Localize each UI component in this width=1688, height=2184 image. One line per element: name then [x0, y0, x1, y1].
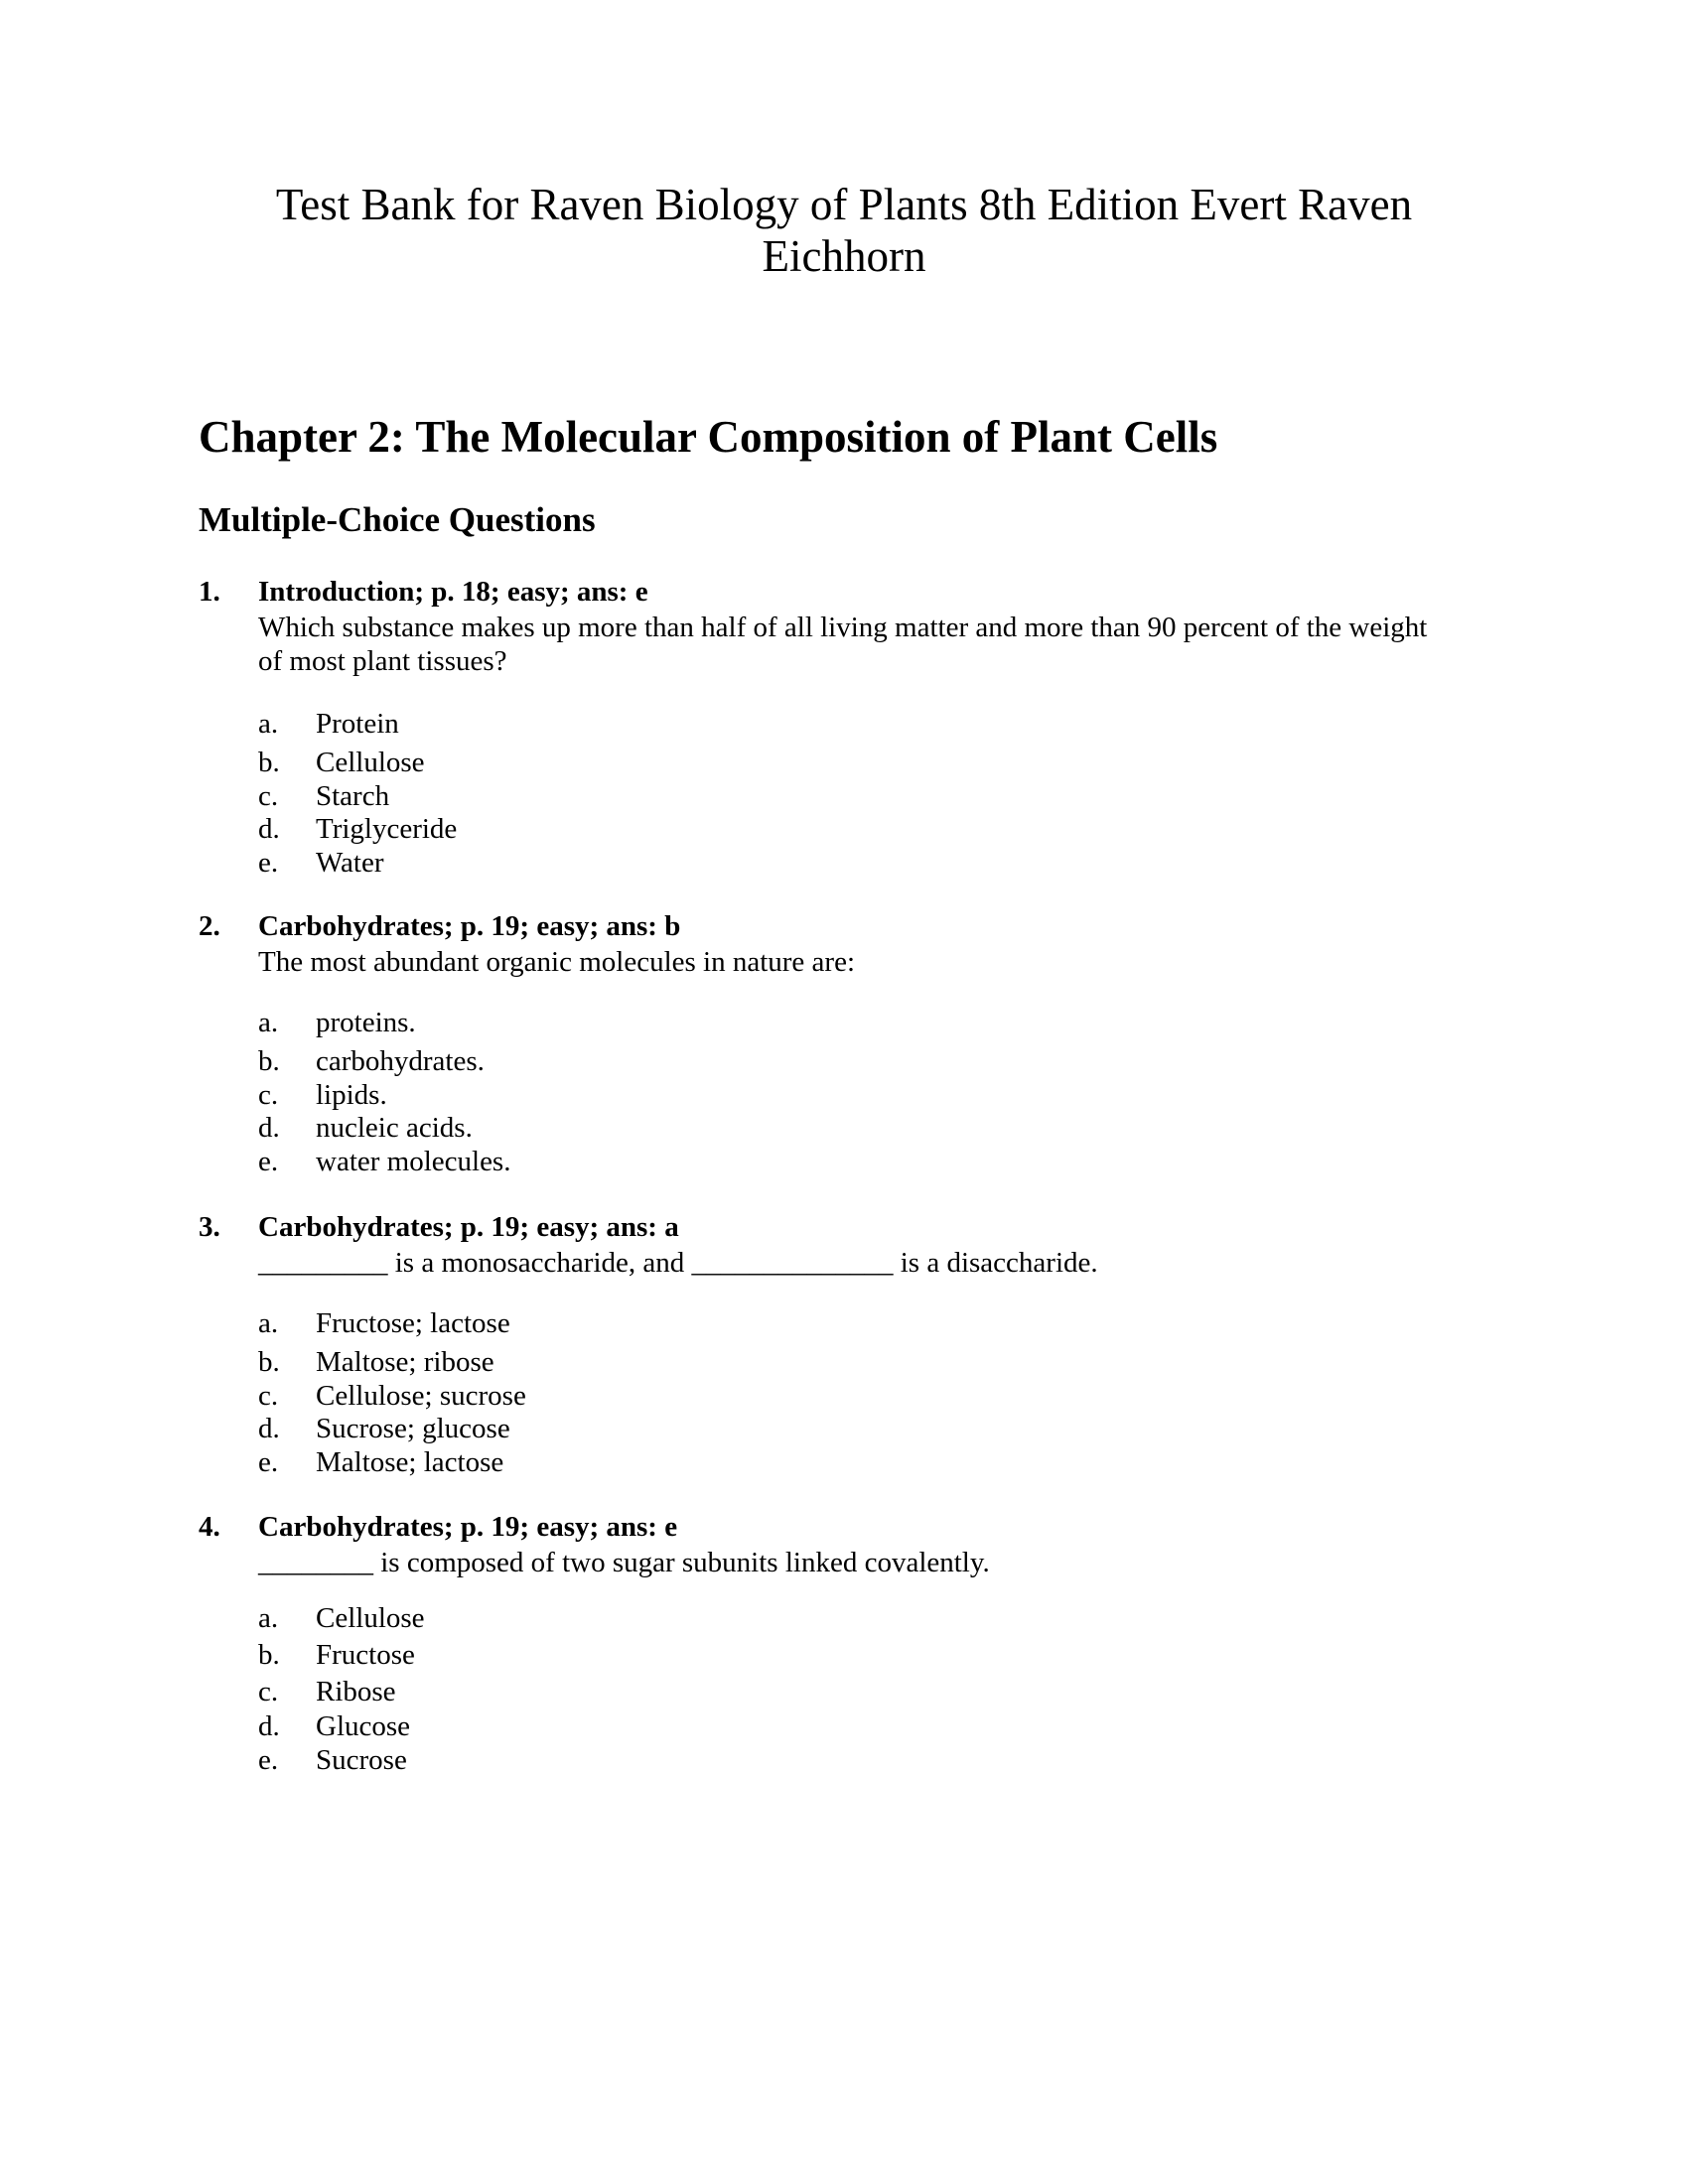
- choice-item: [258, 1045, 1053, 1079]
- choice-letter: b.: [258, 1346, 280, 1378]
- choice-text: Starch: [316, 779, 390, 812]
- question-meta: Introduction; p. 18; easy; ans: e: [258, 576, 648, 608]
- question-number: 3.: [199, 1211, 220, 1243]
- question-text: ________ is composed of two sugar subunits linked covalently.: [258, 1547, 990, 1578]
- choice-letter: a.: [258, 1602, 279, 1634]
- choice-letter: e.: [258, 1445, 279, 1478]
- choice-text: Maltose; lactose: [316, 1445, 504, 1478]
- choice-item: [258, 1112, 1053, 1146]
- question-meta: Carbohydrates; p. 19; easy; ans: e: [258, 1511, 678, 1543]
- choice-text: Fructose; lactose: [316, 1307, 510, 1339]
- choice-text: Cellulose; sucrose: [316, 1379, 526, 1412]
- choice-text: Sucrose: [316, 1743, 407, 1776]
- question-number: 4.: [199, 1511, 220, 1543]
- choice-text: Glucose: [316, 1710, 411, 1742]
- choice-list: [258, 1007, 1053, 1178]
- choice-list: [258, 1307, 1053, 1479]
- choice-text: Cellulose: [316, 747, 425, 778]
- choice-letter: b.: [258, 747, 280, 778]
- choice-letter: d.: [258, 813, 280, 845]
- choice-item: [258, 847, 1053, 881]
- section-title: Multiple-Choice Questions: [199, 500, 596, 539]
- question-meta: Carbohydrates; p. 19; easy; ans: b: [258, 910, 681, 942]
- choice-text: Fructose: [316, 1639, 415, 1671]
- choice-text: Protein: [316, 708, 399, 740]
- choice-text: Cellulose: [316, 1602, 425, 1634]
- question-number: 1.: [199, 576, 220, 608]
- choice-letter: a.: [258, 1307, 279, 1339]
- choice-letter: e.: [258, 1145, 279, 1177]
- choice-item: [258, 1146, 1053, 1179]
- choice-text: Sucrose; glucose: [316, 1413, 510, 1444]
- choice-text: Maltose; ribose: [316, 1346, 494, 1378]
- choice-letter: d.: [258, 1413, 280, 1444]
- choice-letter: e.: [258, 846, 279, 879]
- choice-text: lipids.: [316, 1078, 387, 1111]
- choice-letter: d.: [258, 1710, 280, 1742]
- choice-letter: e.: [258, 1743, 279, 1776]
- choice-text: Ribose: [316, 1676, 396, 1707]
- choice-item: [258, 1710, 1053, 1744]
- choice-letter: c.: [258, 1676, 279, 1707]
- choice-letter: a.: [258, 1007, 279, 1038]
- question-meta: Carbohydrates; p. 19; easy; ans: a: [258, 1211, 679, 1243]
- choice-item: [258, 1602, 1053, 1639]
- question-text: The most abundant organic molecules in nature are:: [258, 946, 856, 978]
- document-title: Test Bank for Raven Biology of Plants 8th Edition Evert Raven Eichhorn: [275, 180, 1413, 281]
- choice-item: [258, 1346, 1053, 1380]
- choice-text: water molecules.: [316, 1145, 511, 1177]
- choice-text: nucleic acids.: [316, 1112, 473, 1144]
- choice-item: [258, 747, 1053, 780]
- choice-item: [258, 1413, 1053, 1446]
- choice-list: [258, 1602, 1053, 1777]
- choice-text: Water: [316, 846, 384, 879]
- question-number: 2.: [199, 910, 220, 942]
- choice-letter: b.: [258, 1045, 280, 1077]
- choice-item: [258, 1744, 1053, 1778]
- choice-text: proteins.: [316, 1007, 416, 1038]
- choice-item: [258, 1380, 1053, 1414]
- choice-letter: c.: [258, 779, 279, 812]
- choice-letter: a.: [258, 708, 279, 740]
- chapter-title: Chapter 2: The Molecular Composition of Plant Cells: [199, 412, 1218, 462]
- choice-letter: c.: [258, 1379, 279, 1412]
- question-text: Which substance makes up more than half of all living matter and more than 90 percent of the weight of most plant tissues?: [258, 612, 1428, 677]
- choice-item: [258, 1676, 1053, 1710]
- choice-item: [258, 1307, 1053, 1346]
- choice-text: carbohydrates.: [316, 1045, 485, 1077]
- choice-item: [258, 708, 1053, 747]
- choice-item: [258, 1446, 1053, 1480]
- choice-item: [258, 1007, 1053, 1045]
- question-text: _________ is a monosaccharide, and ______________ is a disaccharide.: [258, 1247, 1098, 1279]
- choice-item: [258, 813, 1053, 847]
- choice-letter: b.: [258, 1639, 280, 1671]
- choice-list: [258, 708, 1053, 880]
- choice-letter: d.: [258, 1112, 280, 1144]
- choice-item: [258, 780, 1053, 814]
- choice-item: [258, 1639, 1053, 1676]
- choice-text: Triglyceride: [316, 813, 458, 845]
- choice-letter: c.: [258, 1078, 279, 1111]
- choice-item: [258, 1079, 1053, 1113]
